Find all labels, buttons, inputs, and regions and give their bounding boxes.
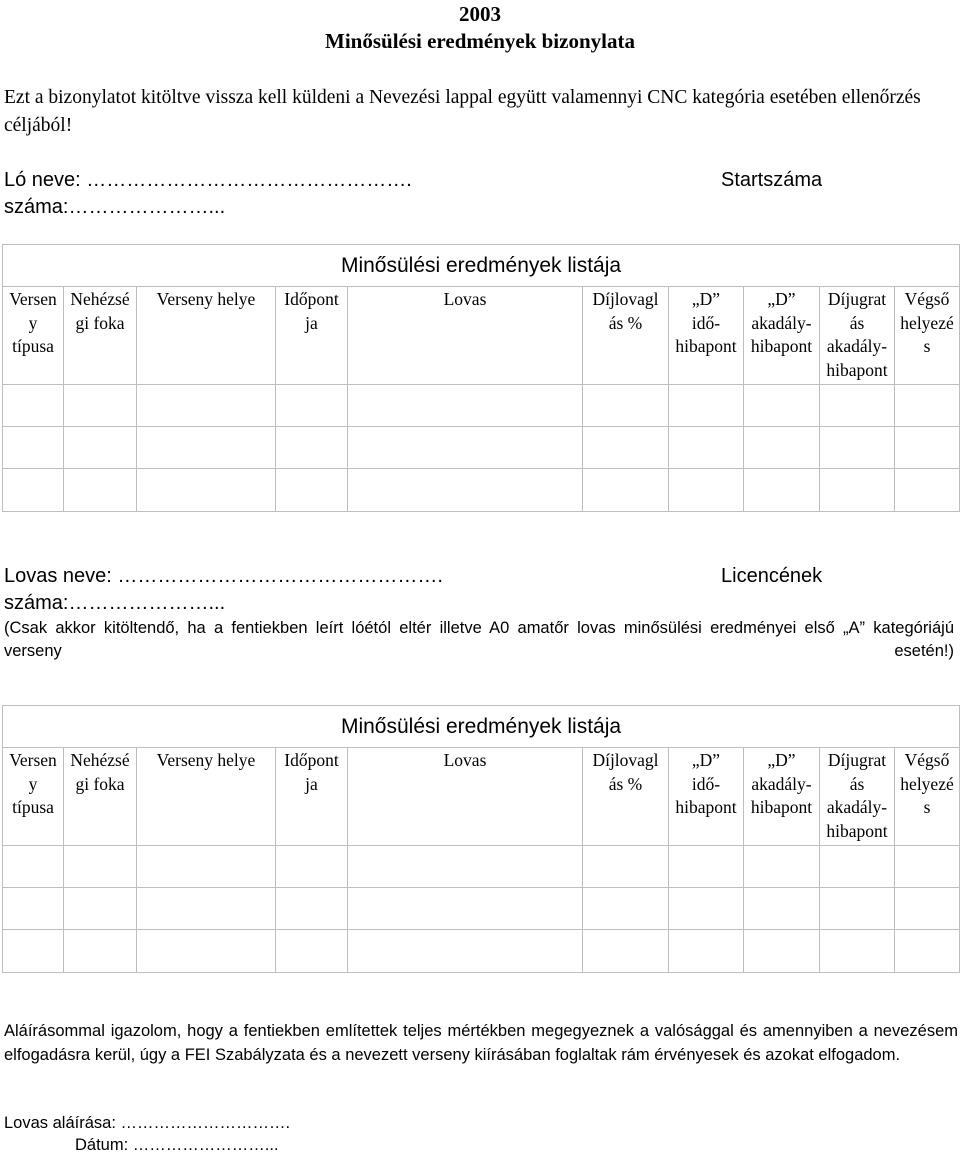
- column-header-line: y: [28, 312, 38, 333]
- column-header-line: idő-: [691, 312, 721, 333]
- column-header-9: [820, 287, 895, 385]
- column-header-2: [64, 748, 137, 846]
- column-header-4: [276, 287, 348, 385]
- column-header-6: [583, 748, 669, 846]
- column-header-line: ja: [305, 312, 318, 333]
- document-year: 2003: [459, 2, 501, 26]
- licence-number-line: [4, 590, 225, 616]
- intro-paragraph: Ezt a bizonylatot kitöltve vissza kell küldeni a Nevezési lappal együtt valamennyi CNC kategória esetében ellenőrzés céljából!: [4, 87, 921, 136]
- column-header-10: [895, 748, 960, 846]
- column-header-line: Lovas: [443, 750, 487, 770]
- column-header-line: akadály-: [751, 773, 812, 794]
- rider-name-dots[interactable]: ………………………………………….: [117, 565, 443, 587]
- column-header-line: „D”: [767, 750, 796, 770]
- table-row: [3, 427, 960, 469]
- table-caption: Minősülési eredmények listája: [3, 706, 960, 748]
- column-header-9: [820, 748, 895, 846]
- column-header-1: [3, 287, 64, 385]
- column-header-line: Végső: [904, 750, 950, 770]
- column-header-7: [669, 287, 744, 385]
- column-header-line: akadály-: [751, 312, 812, 333]
- column-header-line: Versen: [9, 750, 57, 770]
- column-header-line: helyezé: [900, 773, 954, 794]
- column-header-line: akadály-: [826, 797, 888, 817]
- column-header-line: Végső: [904, 289, 950, 309]
- date-label: Dátum:: [75, 1136, 133, 1154]
- column-header-line: hibapont: [826, 820, 888, 841]
- column-header-line: hibapont: [826, 359, 888, 380]
- column-header-line: ás: [849, 773, 865, 794]
- column-header-8: [744, 748, 820, 846]
- licence-label: Licencének: [721, 565, 823, 587]
- column-header-line: s: [923, 797, 931, 817]
- rider-name-label: Lovas neve:: [4, 565, 118, 587]
- date-line: [75, 1134, 279, 1156]
- document-title: Minősülési eredmények bizonylata: [325, 29, 635, 53]
- column-header-7: [669, 748, 744, 846]
- signature-label: Lovas aláírása:: [4, 1114, 121, 1132]
- start-number-label: Startszáma: [721, 169, 823, 191]
- column-header-line: Időpont: [284, 289, 339, 309]
- column-header-line: Verseny helye: [156, 289, 256, 309]
- column-header-5: [348, 287, 583, 385]
- column-header-line: Időpont: [284, 750, 339, 770]
- date-dots[interactable]: ……………………...: [132, 1136, 279, 1154]
- column-header-line: hibapont: [750, 336, 813, 356]
- column-header-line: hibapont: [675, 797, 737, 817]
- rider-name-line: [4, 563, 443, 589]
- column-header-line: gi foka: [75, 773, 125, 794]
- column-header-line: Nehézsé: [70, 750, 130, 770]
- horse-name-line: [4, 167, 412, 193]
- column-header-line: ás %: [608, 773, 643, 794]
- table-row: [3, 930, 960, 973]
- table-row: [3, 469, 960, 512]
- column-header-line: hibapont: [750, 797, 813, 817]
- table-row: [3, 888, 960, 930]
- column-header-3: [137, 748, 276, 846]
- licence-number-label: száma:: [4, 592, 69, 614]
- column-header-line: hibapont: [675, 336, 737, 356]
- column-header-line: Nehézsé: [70, 289, 130, 309]
- column-header-line: ás: [849, 312, 865, 333]
- column-header-line: Lovas: [443, 289, 487, 309]
- start-number-sublabel: száma:: [4, 196, 69, 218]
- column-header-line: „D”: [691, 289, 721, 309]
- column-header-3: [137, 287, 276, 385]
- table-header-row: [3, 287, 960, 385]
- column-header-line: Díjlovagl: [592, 750, 659, 770]
- column-header-2: [64, 287, 137, 385]
- column-header-10: [895, 287, 960, 385]
- table-row: [3, 846, 960, 888]
- column-header-line: Versen: [9, 289, 57, 309]
- start-number-dots[interactable]: …………………...: [68, 196, 226, 218]
- column-header-line: akadály-: [826, 336, 888, 356]
- column-header-line: helyezé: [900, 312, 954, 333]
- column-header-8: [744, 287, 820, 385]
- column-header-line: „D”: [691, 750, 721, 770]
- licence-number-dots[interactable]: …………………...: [68, 592, 226, 614]
- column-header-line: ja: [305, 773, 318, 794]
- signature-line: [4, 1112, 290, 1134]
- column-header-line: Díjugrat: [827, 750, 887, 770]
- horse-name-label: Ló neve:: [4, 169, 87, 191]
- table-header-row: [3, 748, 960, 846]
- table-caption: Minősülési eredmények listája: [3, 245, 960, 287]
- column-header-line: Díjlovagl: [592, 289, 659, 309]
- column-header-line: Díjugrat: [827, 289, 887, 309]
- start-number-line: [4, 194, 225, 220]
- column-header-line: gi foka: [75, 312, 125, 333]
- column-header-line: típusa: [12, 797, 54, 817]
- column-header-1: [3, 748, 64, 846]
- results-table-rider: [2, 705, 960, 973]
- column-header-6: [583, 287, 669, 385]
- column-header-line: s: [923, 336, 931, 356]
- column-header-line: idő-: [691, 773, 721, 794]
- column-header-line: „D”: [767, 289, 796, 309]
- horse-name-dots[interactable]: ………………………………………….: [86, 169, 412, 191]
- signature-dots[interactable]: ………………………….: [120, 1114, 291, 1132]
- column-header-line: y: [28, 773, 38, 794]
- rider-note: (Csak akkor kitöltendő, ha a fentiekben leírt lóétól eltér illetve A0 amatőr lovas minősülési eredményei első „A” kategóriájú verseny esetén!): [4, 619, 954, 660]
- column-header-5: [348, 748, 583, 846]
- column-header-line: ás %: [608, 312, 643, 333]
- column-header-4: [276, 748, 348, 846]
- results-table-horse: [2, 244, 960, 512]
- column-header-line: Verseny helye: [156, 750, 256, 770]
- column-header-line: típusa: [12, 336, 54, 356]
- declaration-paragraph: Aláírásommal igazolom, hogy a fentiekben említettek teljes mértékben megegyeznek a valósággal és amennyiben a nevezésem elfogadásra kerül, úgy a FEI Szabályzata és a nevezett verseny kiírásában foglaltak rám érvényesek és azokat elfogadom.: [4, 1022, 958, 1064]
- table-row: [3, 385, 960, 427]
